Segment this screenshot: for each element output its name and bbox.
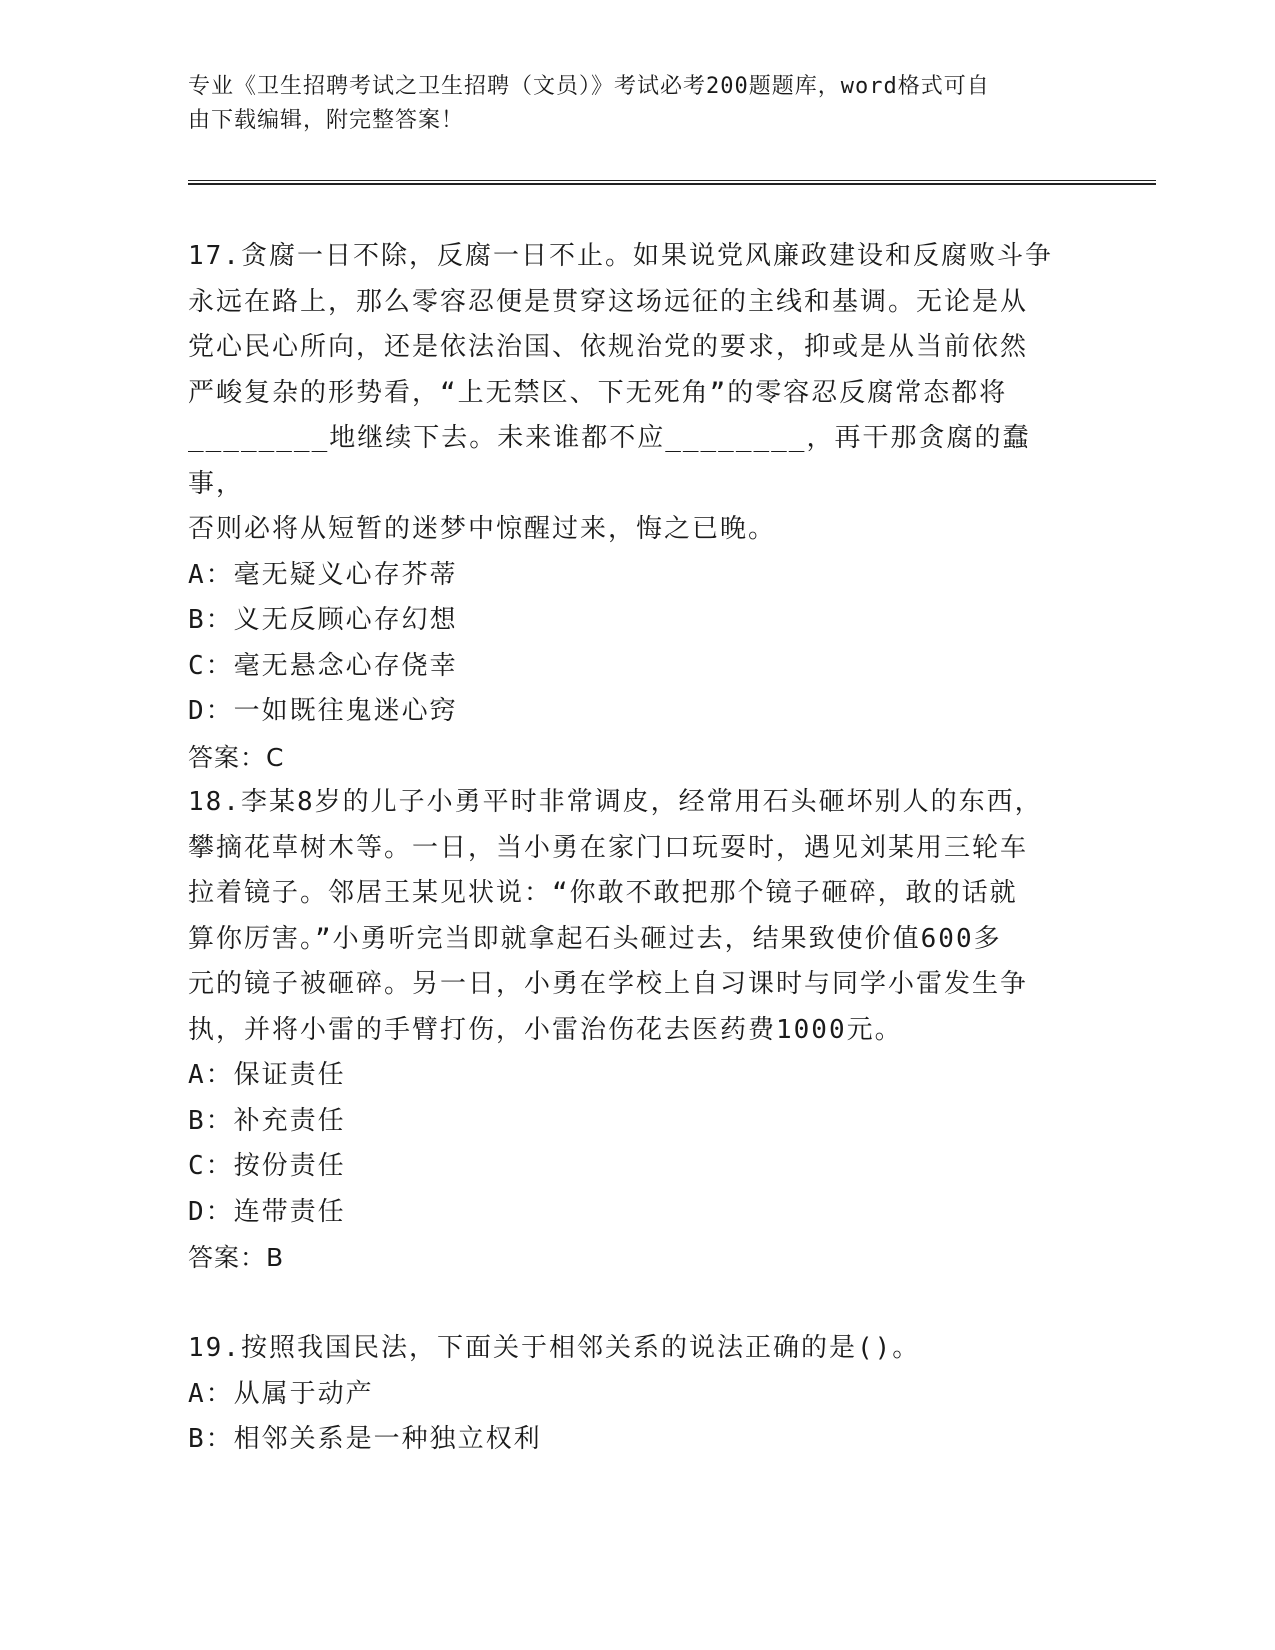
stem-line: 拉着镜子。邻居王某见状说：“你敢不敢把那个镜子砸碎，敢的话就	[188, 878, 1018, 908]
answer-label: 答案：C	[188, 742, 285, 772]
stem-line: 攀摘花草树木等。一日，当小勇在家门口玩耍时，遇见刘某用三轮车	[188, 832, 1029, 863]
stem-line: 18.李某8岁的儿子小勇平时非常调皮，经常用石头砸坏别人的东西，	[188, 787, 1043, 817]
header-line-2: 由下载编辑，附完整答案！	[188, 108, 465, 133]
option-c: C：毫无悬念心存侥幸	[188, 650, 458, 681]
option-b: B：相邻关系是一种独立权利	[188, 1424, 542, 1454]
question-stem	[188, 1326, 1078, 1372]
option-a: A：保证责任	[188, 1060, 346, 1090]
option-b: B：补充责任	[188, 1105, 346, 1136]
header-divider-thin	[188, 180, 1156, 181]
stem-line: 严峻复杂的形势看，“上无禁区、下无死角”的零容忍反腐常态都将	[188, 377, 1008, 408]
question-19	[188, 1326, 1078, 1463]
stem-line: 否则必将从短暂的迷梦中惊醒过来，悔之已晚。	[188, 514, 777, 544]
stem-line: 17.贪腐一日不除，反腐一日不止。如果说党风廉政建设和反腐败斗争	[188, 241, 1053, 271]
stem-line: 元的镜子被砸碎。另一日，小勇在学校上自习课时与同学小雷发生争	[188, 969, 1029, 999]
option-a: A：毫无疑义心存芥蒂	[188, 559, 458, 590]
question-17	[188, 234, 1078, 780]
option-c: C：按份责任	[188, 1151, 346, 1181]
header-line-1: 专业《卫生招聘考试之卫生招聘（文员）》考试必考200题题库，word格式可自	[188, 74, 990, 99]
stem-line: ________地继续下去。未来谁都不应________，再干那贪腐的蠢事，	[188, 423, 1031, 499]
option-a: A：从属于动产	[188, 1378, 374, 1409]
stem-line: 19.按照我国民法，下面关于相邻关系的说法正确的是()。	[188, 1333, 921, 1363]
question-stem	[188, 780, 1078, 1053]
option-b: B：义无反顾心存幻想	[188, 605, 458, 635]
stem-line: 永远在路上，那么零容忍便是贯穿这场远征的主线和基调。无论是从	[188, 286, 1029, 317]
document-header	[188, 70, 1088, 138]
answer-label: 答案：B	[188, 1243, 285, 1272]
stem-line: 执，并将小雷的手臂打伤，小雷治伤花去医药费1000元。	[188, 1014, 903, 1045]
stem-line: 党心民心所向，还是依法治国、依规治党的要求，抑或是从当前依然	[188, 332, 1029, 362]
question-stem	[188, 234, 1078, 553]
options-list	[188, 1053, 1078, 1235]
stem-line: 算你厉害。”小勇听完当即就拿起石头砸过去，结果致使价值600多	[188, 923, 1002, 954]
header-divider-thick	[188, 183, 1156, 185]
options-list	[188, 1372, 1078, 1463]
options-list	[188, 553, 1078, 735]
question-18	[188, 780, 1078, 1281]
option-d: D：连带责任	[188, 1196, 346, 1227]
option-d: D：一如既往鬼迷心窍	[188, 696, 458, 726]
